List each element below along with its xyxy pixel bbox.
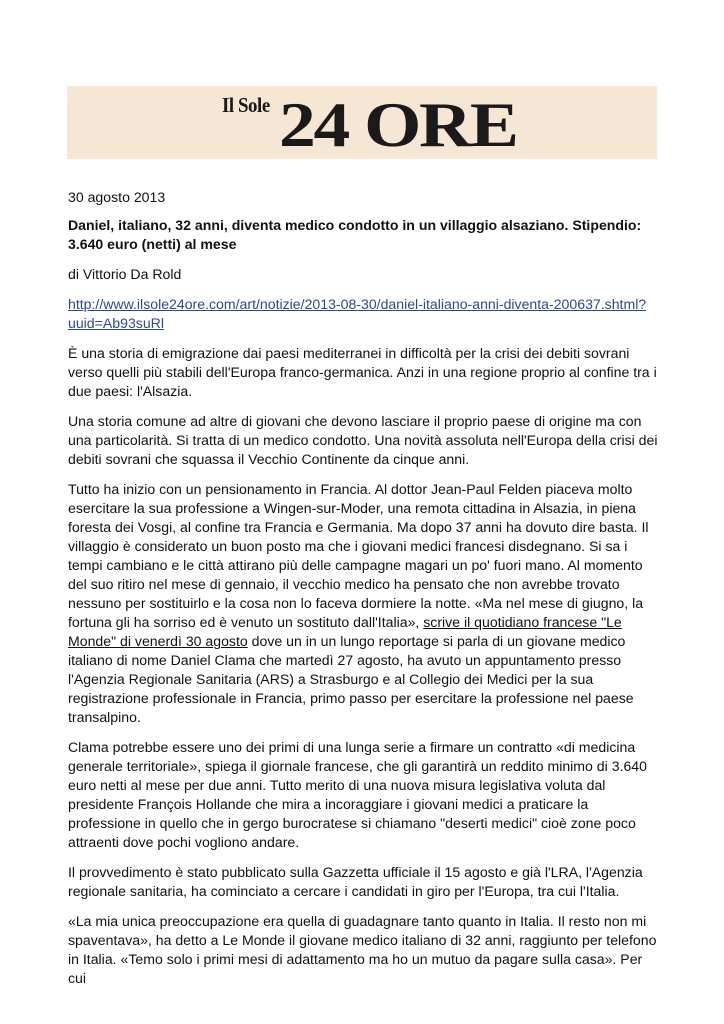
logo-big-text: 24 ORE — [279, 89, 517, 160]
le-monde-reference-link[interactable]: scrive il quotidiano francese "Le Monde" di venerdì 30 agosto — [68, 614, 622, 649]
paragraph-3-end: dove un in un lungo reportage si parla di un giovane medico italiano di nome Daniel Clama che martedì 27 agosto, ha avuto un appuntamento presso l'Agenzia Regionale Sanitaria (ARS) a Strasburgo e al Collegio dei Medici per la sua registrazione professionale in Francia, primo passo per esercitare la professione nel paese transalpino. — [68, 633, 634, 725]
paragraph-6: «La mia unica preoccupazione era quella di guadagnare tanto quanto in Italia. Il resto non mi spaventava», ha detto a Le Monde il giovane medico italiano di 32 anni, raggiunto per telefono in Italia. «Temo solo i primi mesi di adattamento ma ho un mutuo da pagare sulla casa». Per cui — [68, 913, 657, 986]
article-body — [68, 188, 658, 999]
paragraph-1: È una storia di emigrazione dai paesi mediterranei in difficoltà per la crisi dei debiti sovrani verso quelli più stabili dell'Europa franco-germanica. Anzi in una regione proprio al confine tra i due paesi: l'Alsazia. — [68, 345, 657, 399]
paragraph-3 — [68, 480, 658, 727]
paragraph-5: Il provvedimento è stato pubblicato sulla Gazzetta ufficiale il 15 agosto e già l'LRA, l'Agenzia regionale sanitaria, ha cominciato a cercare i candidati in giro per l'Europa, tra cui l'Italia. — [68, 864, 643, 899]
article-url-link[interactable]: http://www.ilsole24ore.com/art/notizie/2013-08-30/daniel-italiano-anni-diventa-200637.shtml?uuid=Ab93suRl — [68, 296, 647, 331]
article-date: 30 agosto 2013 — [68, 189, 166, 205]
logo-small-text: Il Sole — [222, 93, 270, 117]
newspaper-logo — [222, 89, 517, 160]
paragraph-2: Una storia comune ad altre di giovani che devono lasciare il proprio paese di origine ma con una particolarità. Si tratta di un medico condotto. Una novità assoluta nell'Europa della crisi dei debiti sovrani che squassa il Vecchio Continente da cinque anni. — [68, 413, 658, 467]
masthead-banner — [67, 86, 657, 159]
article-title: Daniel, italiano, 32 anni, diventa medico condotto in un villaggio alsaziano. Stipendio: 3.640 euro (netti) al mese — [68, 217, 642, 252]
paragraph-3-start: Tutto ha inizio con un pensionamento in Francia. Al dottor Jean-Paul Felden piaceva molto esercitare la sua professione a Wingen-sur-Moder, una remota cittadina in Alsazia, in piena foresta dei Vosgi, al confine tra Francia e Germania. Ma dopo 37 anni ha dovuto dire basta. Il villaggio è considerato un buon posto ma che i giovani medici francesi disdegnano. Si sa i tempi cambiano e le città attirano più delle campagne magari un po' fuori mano. Al momento del suo ritiro nel mese di gennaio, il vecchio medico ha pensato che non avrebbe trovato nessuno per sostituirlo e la cosa non lo faceva dormiere la notte. «Ma nel mese di giugno, la fortuna gli ha sorriso ed è venuto un sostituto dall'Italia», — [68, 481, 649, 630]
paragraph-4: Clama potrebbe essere uno dei primi di una lunga serie a firmare un contratto «di medicina generale territoriale», spiega il giornale francese, che gli garantirà un reddito minimo di 3.640 euro netti al mese per due anni. Tutto merito di una nuova misura legislativa voluta dal presidente François Hollande che mira a incoraggiare i giovani medici a praticare la professione in quello che in gergo burocratese si chiamano "deserti medici" cioè zone poco attraenti dove pochi vogliono andare. — [68, 739, 647, 850]
article-url-paragraph — [68, 295, 658, 333]
article-author: di Vittorio Da Rold — [68, 266, 182, 282]
